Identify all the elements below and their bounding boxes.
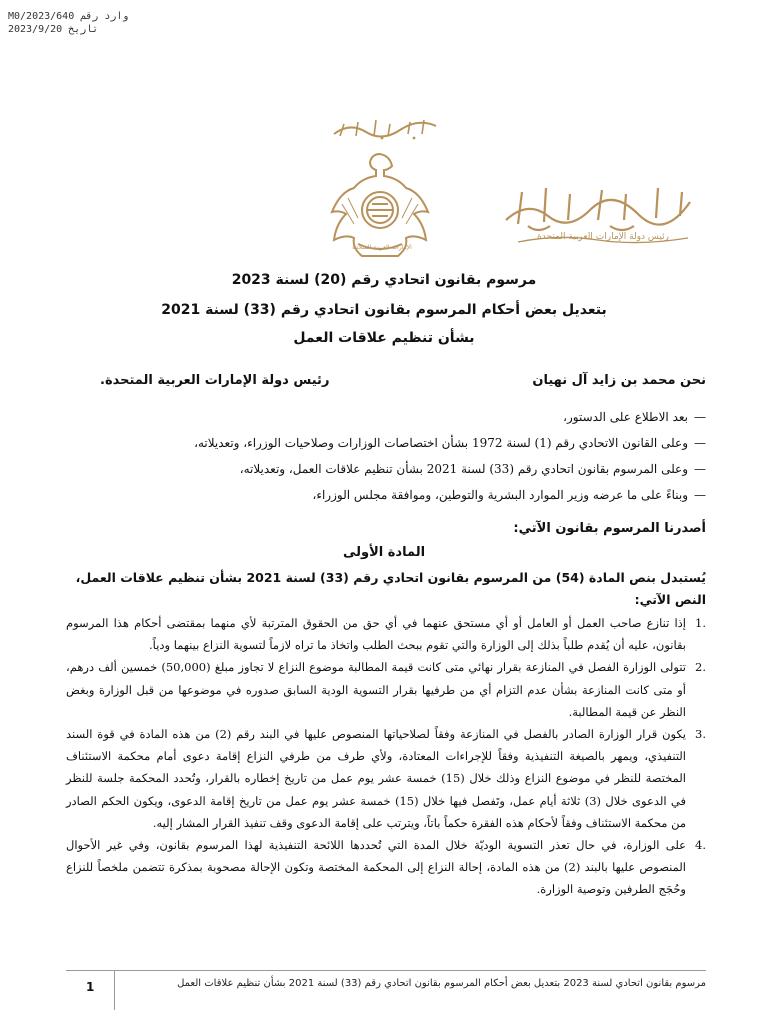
basmala-calligraphy [330,116,440,142]
issuance-statement: أصدرنا المرسوم بقانون الآتي: [513,521,706,536]
clause-text: تتولى الوزارة الفصل في المنازعة بقرار نهائي متى كانت قيمة المطالبة موضوع النزاع لا تجاوز مبلغ (50,000) خمسين ألف درهم، أو متى كانت المنازعة بشأن عدم التزام أي من طرفيها بقرار التسوية الودية السابق صدوره في موضوعها من قبل الوزارة وبغض النظر عن قيمة المطالبة. [66,660,686,719]
stamp-date: تاريخ 2023/9/20 [8,24,99,35]
article-heading: المادة الأولى [342,545,426,560]
footer-divider [66,970,706,971]
article-intro: يُستبدل بنص المادة (54) من المرسوم بقانون اتحادي رقم (33) لسنة 2021 بشأن تنظيم علاقات العمل، النص الآتي: [75,570,706,607]
incoming-stamp [8,10,128,36]
clause-number: .2 [695,660,706,675]
clause-number: .4 [695,838,706,853]
clause-4 [66,834,706,901]
signature-title-text: رئيس دولة الإمارات العربية المتحدة [537,232,669,242]
president-signature-calligraphy [498,180,698,260]
signature-name-text [510,196,690,197]
preamble-item: — وعلى المرسوم بقانون اتحادي رقم (33) لسنة 2021 بشأن تنظيم علاقات العمل، وتعديلاته، [110,456,706,482]
footer-running-title: مرسوم بقانون اتحادي لسنة 2023 بتعديل بعض أحكام المرسوم بقانون اتحادي رقم (33) لسنة 2021 بشأن تنظيم علاقات العمل [177,978,706,989]
clause-text: يكون قرار الوزارة الصادر بالفصل في المنازعة وفقاً لصلاحياتها المنصوص عليها في البند رقم (2) من هذه المادة في قوة السند التنفيذي، ويمهر بالصيغة التنفيذية وفقاً للإجراءات المعتادة، ولأي طرف من طرفي النزاع إقامة دعوى أمام محكمة الاستئناف المختصة للنظر في موضوع النزاع وذلك خلال (15) خمسة عشر يوم عمل من تاريخ إخطاره بالقرار، وتُحدد المحكمة جلسة للنظر في الدعوى خلال (3) ثلاثة أيام عمل، وتَفصل فيها خلال (15) خمسة عشر يوم عمل من تاريخ إقامة الدعوى، ويكون الحكم الصادر من محكمة الاستئناف وفقاً لأحكام هذه الفقرة حكماً باتاً، ويترتب على إقامة الدعوى وقف تنفيذ القرار المشار إليه. [66,727,687,830]
stamp-number: وارد رقم M0/2023/640 [8,11,129,22]
preamble-item: — وعلى القانون الاتحادي رقم (1) لسنة 1972 بشأن اختصاصات الوزارات وصلاحيات الوزراء، وتعديلاته، [110,430,706,456]
decree-subtitle: بتعديل بعض أحكام المرسوم بقانون اتحادي رقم (33) لسنة 2021 [161,302,607,318]
emblem-caption: الإمارات العربية المتحدة [352,244,412,251]
preamble-list [110,404,706,508]
article-clauses [66,612,706,901]
issuer-title: رئيس دولة الإمارات العربية المتحدة. [100,373,330,388]
issuer-name: نحن محمد بن زايد آل نهيان [532,373,706,388]
decree-subject: بشأن تنظيم علاقات العمل [293,330,475,346]
clause-text: إذا تنازع صاحب العمل أو العامل أو أي مستحق عنهما في أي حق من الحقوق المترتبة لأي منهما بمقتضى أحكام هذا المرسوم بقانون، عليه أن يُقدم طلباً بذلك إلى الوزارة والتي تقوم ببحث الطلب واتخاذ ما تراه لازماً لتسوية النزاع بينهما ودياً. [66,616,686,653]
clause-2 [66,656,706,723]
footer-separator [114,970,115,1010]
clause-number: .3 [695,727,706,742]
decree-title: مرسوم بقانون اتحادي رقم (20) لسنة 2023 [231,272,537,288]
clause-3 [66,723,706,834]
clause-number: .1 [695,616,706,630]
page-number: 1 [86,980,95,994]
clause-text: على الوزارة، في حال تعذر التسوية الوديّة خلال المدة التي تُحددها اللائحة التنفيذية لهذا المرسوم بقانون، وفي غير الأحوال المنصوص عليها بالبند (2) من هذه المادة، إحالة النزاع إلى المحكمة المختصة وتكون الإحالة مصحوبة بمذكرة تتضمن ملخصاً للنزاع وحُجَج الطرفين وتوصية الوزارة. [66,838,686,897]
issuer-line [100,373,706,388]
clause-1 [66,612,706,656]
preamble-item: — وبناءً على ما عرضه وزير الموارد البشرية والتوطين، وموافقة مجلس الوزراء، [110,482,706,508]
preamble-item: — بعد الاطلاع على الدستور، [110,404,706,430]
